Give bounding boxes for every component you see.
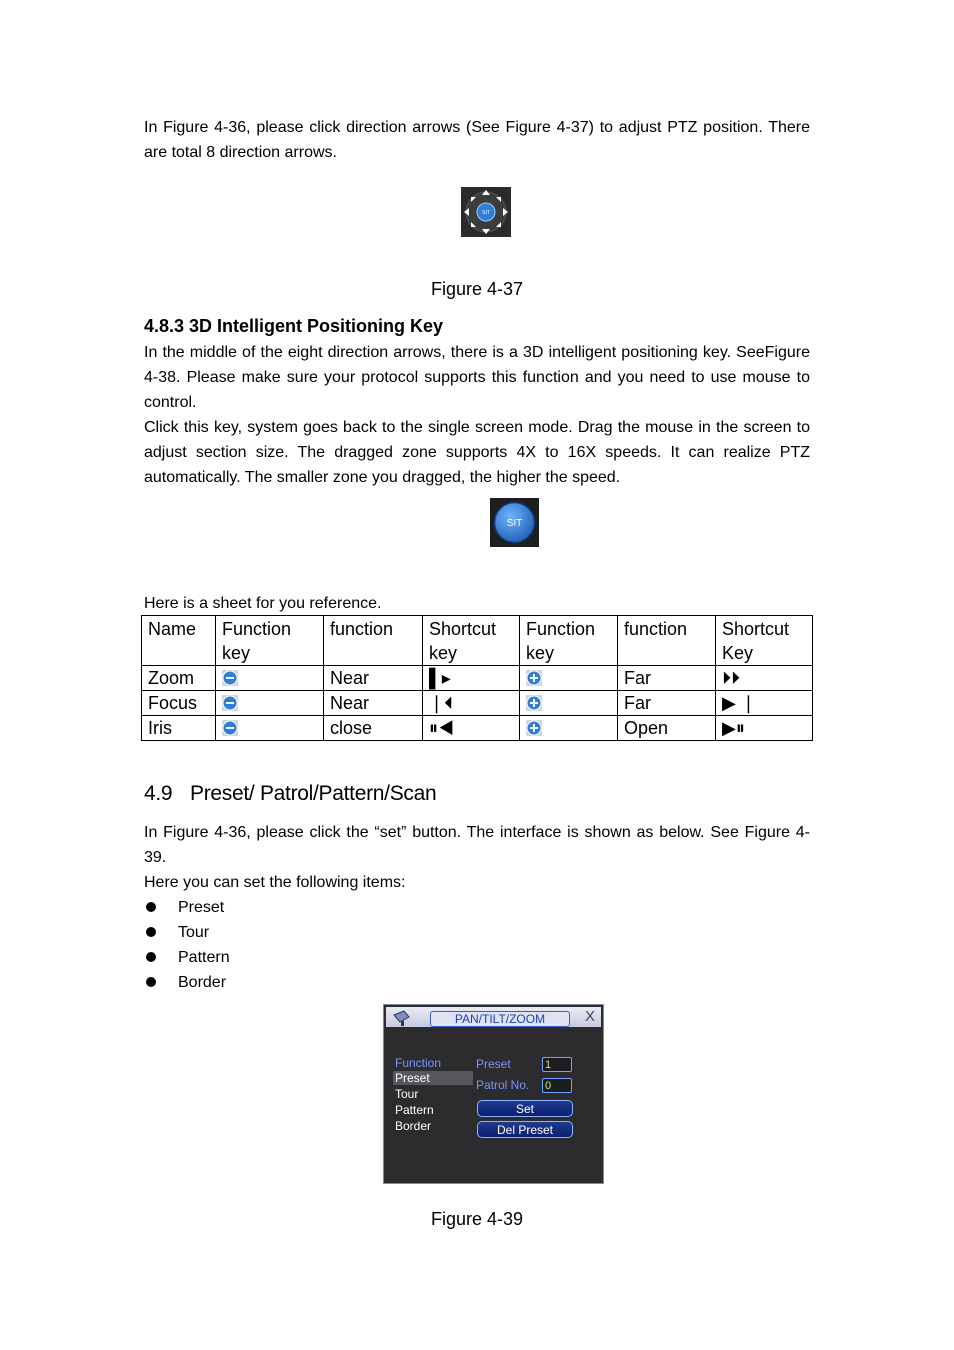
direction-dial-icon — [461, 187, 511, 237]
bullet-icon — [146, 952, 156, 962]
table-header-cell: Shortcut key — [423, 616, 520, 666]
section-4-8-3-paragraph-1: In the middle of the eight direction arrows, there is a 3D intelligent positioning key. SeeFigure 4-38. Please make sure your protocol supports this function and you need to use mouse to control. — [144, 344, 810, 411]
table-cell-plus — [520, 716, 618, 741]
ptz-dialog — [383, 1004, 604, 1184]
table-header-cell: function — [324, 616, 423, 666]
table-cell-minus — [216, 666, 324, 691]
figure-4-37-caption: Figure 4-37 — [430, 279, 524, 299]
bullet-icon — [146, 902, 156, 912]
table-cell-shortcut: ▌▸ — [423, 666, 520, 691]
minus-circle-icon — [222, 720, 238, 736]
section-4-8-3-paragraph-2: Click this key, system goes back to the single screen mode. Drag the mouse in the screen to adjust section size. The dragged zone supports 4X to 16X speeds. It can realize PTZ automatically. The smaller zone you dragged, the higher the speed. — [144, 419, 810, 486]
menu-item-tour[interactable]: Tour — [395, 1087, 419, 1101]
intro-paragraph: In Figure 4-36, please click direction arrows (See Figure 4-37) to adjust PTZ position. There are total 8 direction arrows. — [144, 119, 810, 161]
table-cell-minus — [216, 691, 324, 716]
minus-circle-icon — [222, 670, 238, 686]
section-4-9-paragraph-1: In Figure 4-36, please click the “set” button. The interface is shown as below. See Figure 4-39. — [144, 824, 810, 866]
preset-input[interactable]: 1 — [542, 1057, 572, 1072]
table-header-cell: Function key — [216, 616, 324, 666]
table-cell-name: Iris — [142, 716, 216, 741]
plus-circle-icon — [526, 695, 542, 711]
camera-logo-icon — [392, 1009, 412, 1027]
bullet-icon — [146, 977, 156, 987]
bullet-icon — [146, 927, 156, 937]
table-header-cell: function — [618, 616, 716, 666]
table-cell-shortcut: ⏸◀ — [423, 716, 520, 741]
sit-label: SIT — [506, 518, 523, 529]
table-cell-shortcut: ▶⏸ — [716, 716, 813, 741]
minus-circle-icon — [222, 695, 238, 711]
table-header-row — [142, 616, 813, 666]
table-cell-function: Far — [618, 691, 716, 716]
settings-bullet-list — [144, 895, 230, 995]
table-cell-minus — [216, 716, 324, 741]
list-item: Border — [144, 970, 230, 995]
svg-text:SIT: SIT — [482, 210, 490, 216]
menu-item-preset[interactable]: Preset — [393, 1071, 473, 1085]
function-menu-header: Function — [395, 1056, 442, 1070]
set-button[interactable]: Set — [477, 1100, 573, 1117]
preset-label: Preset — [476, 1057, 511, 1071]
table-header-cell: Name — [142, 616, 216, 666]
table-header-cell: Function key — [520, 616, 618, 666]
sheet-intro: Here is a sheet for you reference. — [144, 595, 382, 612]
section-number: 4.9 — [144, 782, 173, 805]
figure-4-39-caption: Figure 4-39 — [430, 1209, 524, 1229]
function-key-table — [141, 615, 813, 741]
table-cell-function: Near — [324, 666, 423, 691]
list-item: Preset — [144, 895, 230, 920]
direction-arrows-figure — [461, 187, 511, 237]
table-cell-shortcut: ❘⏴ — [423, 691, 520, 716]
plus-circle-icon — [526, 720, 542, 736]
table-cell-plus — [520, 691, 618, 716]
patrol-no-label: Patrol No. — [476, 1078, 530, 1092]
table-cell-function: Open — [618, 716, 716, 741]
3d-positioning-key-figure — [490, 498, 539, 547]
close-icon[interactable]: X — [584, 1008, 595, 1025]
menu-item-pattern[interactable]: Pattern — [395, 1103, 434, 1117]
table-header-cell: Shortcut Key — [716, 616, 813, 666]
list-item: Tour — [144, 920, 230, 945]
section-4-8-3-heading: 4.8.3 3D Intelligent Positioning Key — [144, 316, 444, 336]
table-cell-shortcut: ▶ ❘ — [716, 691, 813, 716]
list-item: Pattern — [144, 945, 230, 970]
section-4-9-paragraph-2: Here you can set the following items: — [144, 874, 406, 891]
table-cell-name: Zoom — [142, 666, 216, 691]
table-cell-shortcut: ⏵⏵ — [716, 666, 813, 691]
table-cell-function: Far — [618, 666, 716, 691]
del-preset-button[interactable]: Del Preset — [477, 1121, 573, 1138]
table-row — [142, 666, 813, 691]
dialog-title: PAN/TILT/ZOOM — [430, 1011, 570, 1027]
patrol-no-input[interactable]: 0 — [542, 1078, 572, 1093]
table-row — [142, 716, 813, 741]
menu-item-border[interactable]: Border — [395, 1119, 432, 1133]
table-cell-name: Focus — [142, 691, 216, 716]
sit-button-icon — [490, 498, 539, 547]
dialog-titlebar — [386, 1007, 601, 1027]
section-4-9-heading — [144, 782, 436, 806]
table-row — [142, 691, 813, 716]
section-title: Preset/ Patrol/Pattern/Scan — [190, 782, 437, 805]
table-cell-function: Near — [324, 691, 423, 716]
plus-circle-icon — [526, 670, 542, 686]
table-cell-plus — [520, 666, 618, 691]
table-cell-function: close — [324, 716, 423, 741]
